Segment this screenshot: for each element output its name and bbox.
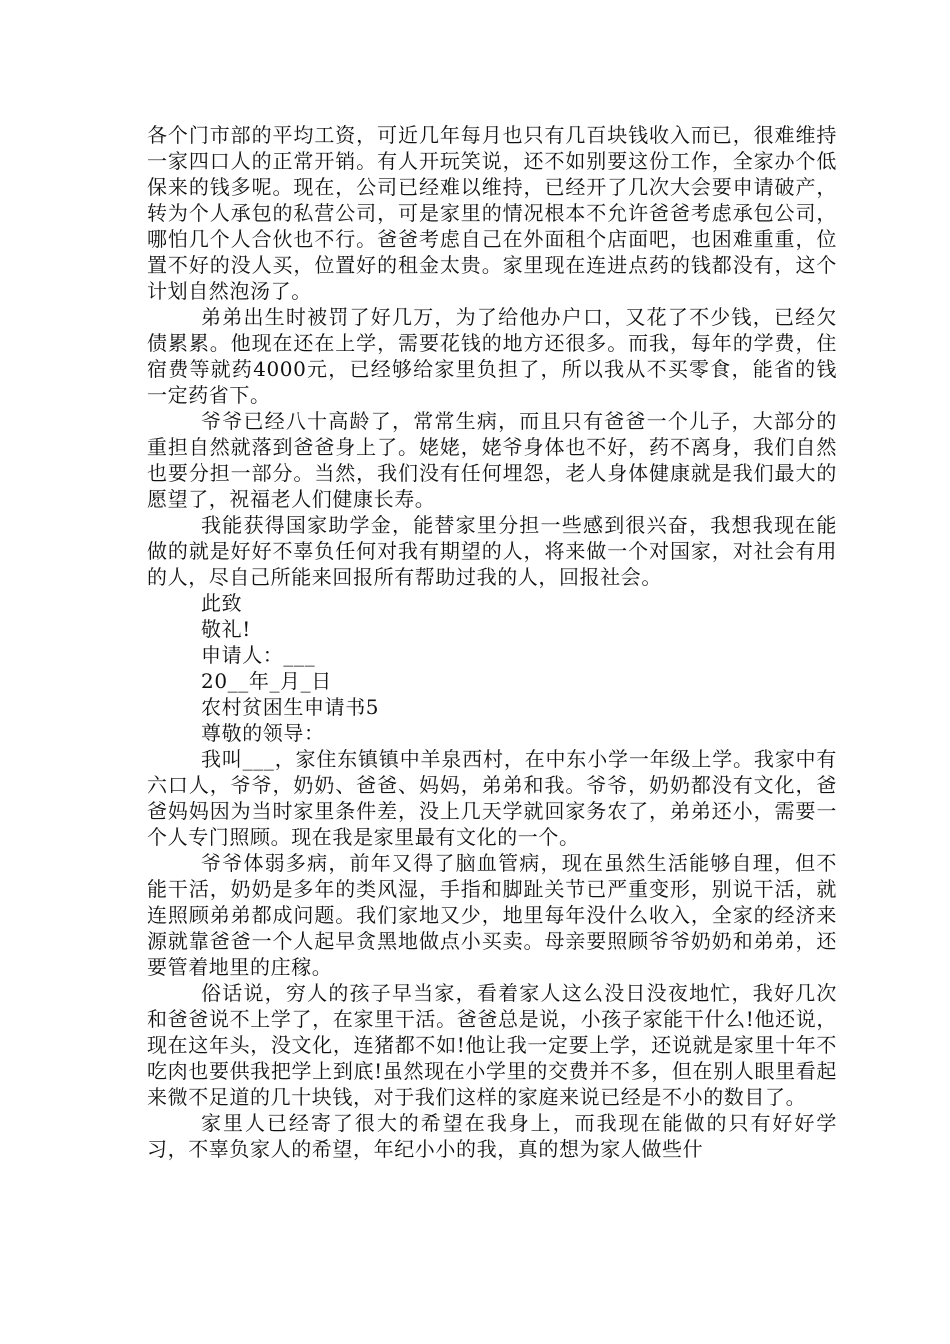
applicant-line: 申请人：___	[201, 643, 316, 667]
closing-salutation: 此致	[201, 591, 243, 615]
paragraph: 爷爷体弱多病，前年又得了脑血管病，现在虽然生活能够自理，但不能干活，奶奶是多年的类风湿，手指和脚趾关节已严重变形，别说干活，就连照顾弟弟都成问题。我们家地又少，地里每年没什么收入，全家的经济来源就靠爸爸一个人起早贪黑地做点小买卖。母亲要照顾爷爷奶奶和弟弟，还要管着地里的庄稼。	[147, 851, 837, 979]
paragraph: 家里人已经寄了很大的希望在我身上，而我现在能做的只有好好学习，不辜负家人的希望，年纪小小的我，真的想为家人做些什	[147, 1111, 837, 1161]
paragraph: 我能获得国家助学金，能替家里分担一些感到很兴奋，我想我现在能做的就是好好不辜负任何对我有期望的人，将来做一个对国家，对社会有用的人，尽自己所能来回报所有帮助过我的人，回报社会。	[147, 513, 837, 589]
paragraph: 弟弟出生时被罚了好几万，为了给他办户口，又花了不少钱，已经欠债累累。他现在还在上学，需要花钱的地方还很多。而我，每年的学费，住宿费等就药4000元，已经够给家里负担了，所以我从不买零食，能省的钱一定药省下。	[147, 305, 837, 407]
paragraph: 各个门市部的平均工资，可近几年每月也只有几百块钱收入而已，很难维持一家四口人的正常开销。有人开玩笑说，还不如别要这份工作，全家办个低保来的钱多呢。现在，公司已经难以维持，已经开了几次大会要申请破产，转为个人承包的私营公司，可是家里的情况根本不允许爸爸考虑承包公司，哪怕几个人合伙也不行。爸爸考虑自己在外面租个店面吧，也困难重重，位置不好的没人买，位置好的租金太贵。家里现在连进点药的钱都没有，这个计划自然泡汤了。	[147, 123, 837, 303]
section-title: 农村贫困生申请书5	[201, 695, 380, 719]
paragraph: 俗话说，穷人的孩子早当家，看着家人这么没日没夜地忙，我好几次和爸爸说不上学了，在家里干活。爸爸总是说，小孩子家能干什么!他还说，现在这年头，没文化，连猪都不如!他让我一定要上学，还说就是家里十年不吃肉也要供我把学上到底!虽然现在小学里的交费并不多，但在别人眼里看起来微不足道的几十块钱，对于我们这样的家庭来说已经是不小的数目了。	[147, 981, 837, 1109]
closing-regards: 敬礼!	[201, 617, 251, 641]
paragraph: 爷爷已经八十高龄了，常常生病，而且只有爸爸一个儿子，大部分的重担自然就落到爸爸身上了。姥姥，姥爷身体也不好，药不离身，我们自然也要分担一部分。当然，我们没有任何埋怨，老人身体健康就是我们最大的愿望了，祝福老人们健康长寿。	[147, 409, 837, 511]
date-line: 20__年_月_日	[201, 669, 332, 693]
paragraph: 我叫___，家住东镇镇中羊泉西村，在中东小学一年级上学。我家中有六口人，爷爷，奶奶、爸爸、妈妈，弟弟和我。爷爷，奶奶都没有文化，爸爸妈妈因为当时家里条件差，没上几天学就回家务农了，弟弟还小，需要一个人专门照顾。现在我是家里最有文化的一个。	[147, 747, 837, 849]
document-body	[147, 122, 837, 1162]
greeting: 尊敬的领导：	[201, 721, 325, 745]
